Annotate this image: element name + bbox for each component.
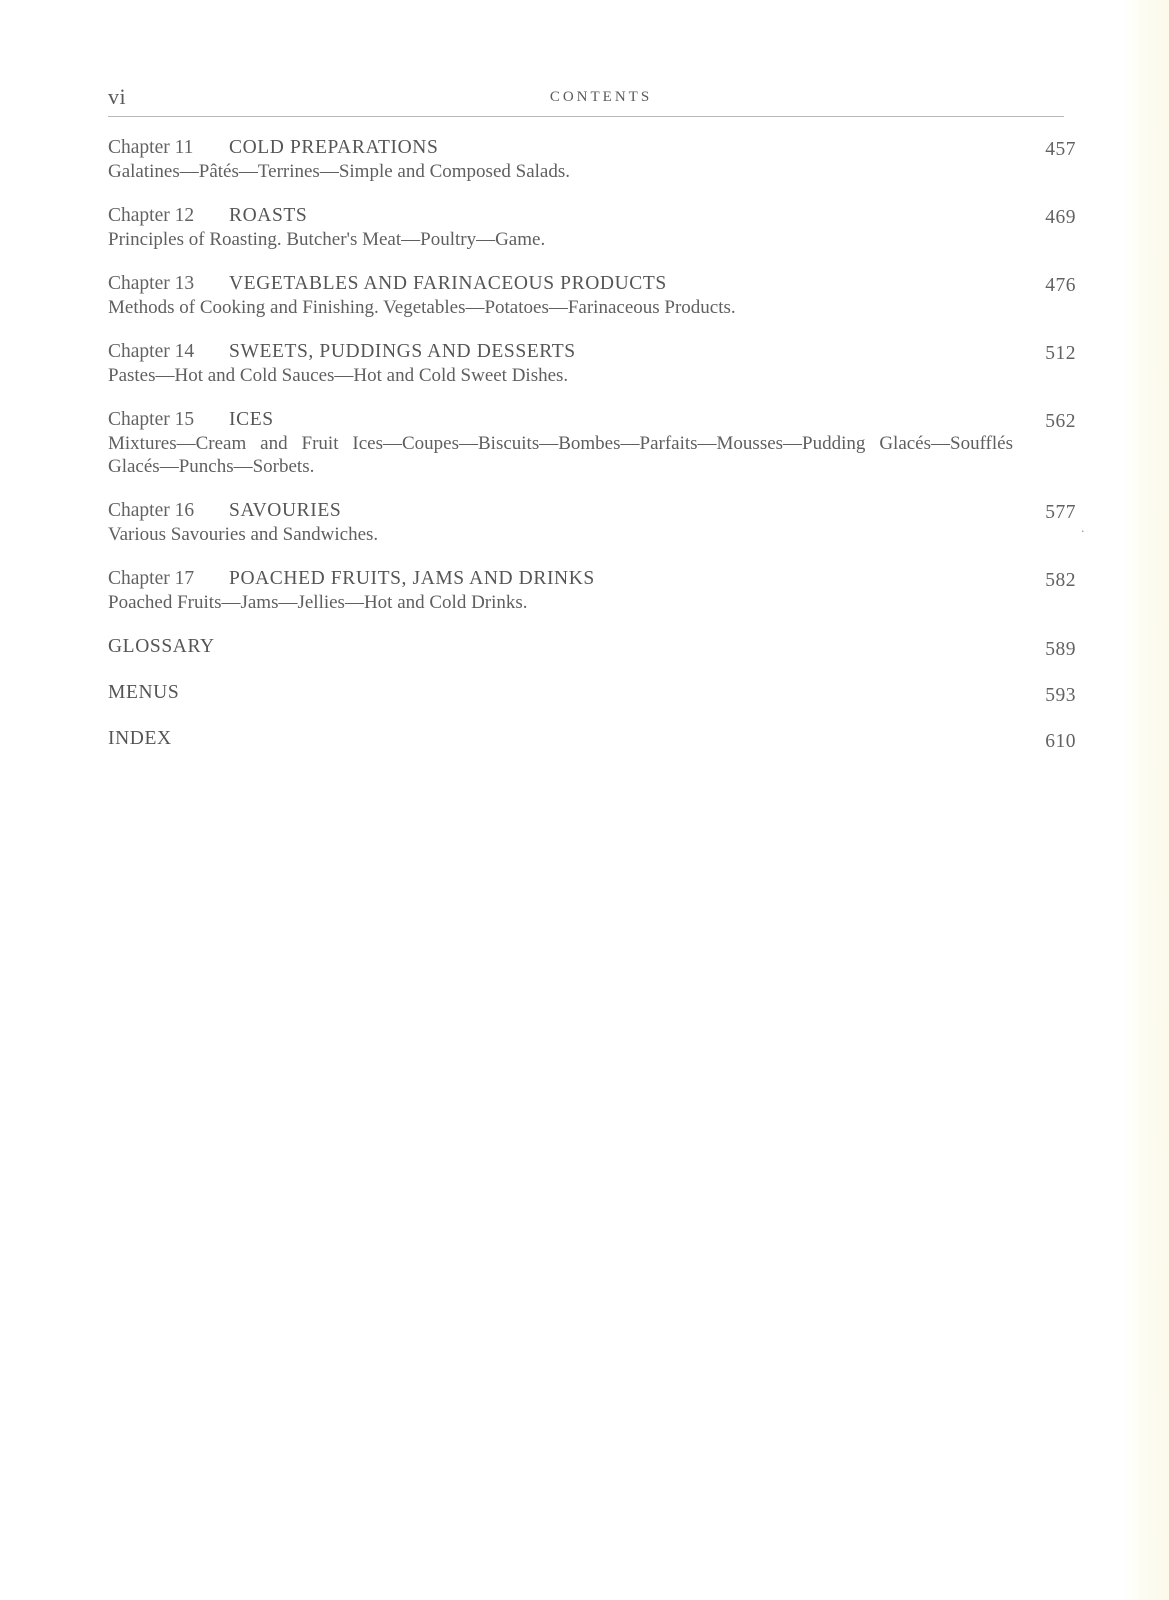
chapter-number: Chapter 14	[108, 341, 195, 362]
chapter-title: SWEETS, PUDDINGS AND DESSERTS	[229, 341, 576, 362]
running-head	[108, 84, 1064, 112]
page-number: 577	[1045, 502, 1076, 523]
chapter-heading	[108, 204, 1076, 228]
folio: vi	[108, 84, 127, 109]
chapter-title: POACHED FRUITS, JAMS AND DRINKS	[229, 568, 595, 589]
section-title: GLOSSARY	[108, 636, 215, 657]
toc-entry-chapter-13[interactable]	[108, 272, 1076, 319]
chapter-description: Galatines—Pâtés—Terrines—Simple and Composed Salads.	[108, 161, 570, 182]
running-title: CONTENTS	[549, 89, 653, 105]
page-number: 562	[1045, 411, 1076, 432]
toc-entry-chapter-17[interactable]	[108, 567, 1076, 614]
chapter-description: Pastes—Hot and Cold Sauces—Hot and Cold Sweet Dishes.	[108, 365, 569, 386]
chapter-description: Mixtures—Cream and Fruit Ices—Coupes—Biscuits—Bombes—Parfaits—Mousses—Pudding Glacés—Soufflés Glacés—Punchs—Sorbets.	[108, 433, 1013, 477]
toc-entry-chapter-11[interactable]	[108, 136, 1076, 183]
chapter-description: Poached Fruits—Jams—Jellies—Hot and Cold Drinks.	[108, 592, 528, 613]
toc-entry-index[interactable]	[108, 727, 1076, 751]
chapter-heading	[108, 136, 1076, 160]
chapter-number: Chapter 15	[108, 409, 195, 430]
chapter-description: Principles of Roasting. Butcher's Meat—Poultry—Game.	[108, 229, 546, 250]
chapter-number: Chapter 17	[108, 568, 195, 589]
chapter-number: Chapter 12	[108, 205, 195, 226]
page-number: 589	[1045, 639, 1076, 660]
contents-list	[108, 136, 1076, 773]
toc-entry-menus[interactable]	[108, 681, 1076, 705]
chapter-title: VEGETABLES AND FARINACEOUS PRODUCTS	[229, 273, 667, 294]
page-number: 476	[1045, 275, 1076, 296]
chapter-number: Chapter 13	[108, 273, 195, 294]
chapter-heading	[108, 567, 1076, 591]
page-number: 610	[1045, 731, 1076, 752]
toc-entry-chapter-12[interactable]	[108, 204, 1076, 251]
chapter-title: ROASTS	[229, 205, 308, 226]
chapter-title: SAVOURIES	[229, 500, 342, 521]
toc-entry-chapter-16[interactable]	[108, 499, 1076, 546]
chapter-description: Various Savouries and Sandwiches.	[108, 524, 379, 545]
chapter-title: COLD PREPARATIONS	[229, 137, 439, 158]
chapter-number: Chapter 11	[108, 137, 194, 158]
chapter-number: Chapter 16	[108, 500, 195, 521]
section-title: INDEX	[108, 728, 172, 749]
page-number: 469	[1045, 207, 1076, 228]
page-number: 457	[1045, 139, 1076, 160]
page-number: 512	[1045, 343, 1076, 364]
page-number: 582	[1045, 570, 1076, 591]
header-rule	[108, 116, 1064, 117]
page-number: 593	[1045, 685, 1076, 706]
chapter-title: ICES	[229, 409, 274, 430]
toc-entry-chapter-14[interactable]	[108, 340, 1076, 387]
chapter-heading	[108, 408, 1076, 432]
chapter-heading	[108, 340, 1076, 364]
page-edge-shading	[1123, 0, 1169, 1600]
chapter-heading	[108, 272, 1076, 296]
toc-entry-chapter-15[interactable]	[108, 408, 1076, 478]
section-title: MENUS	[108, 682, 180, 703]
chapter-heading	[108, 499, 1076, 523]
stray-print-mark: .	[1081, 521, 1085, 536]
toc-entry-glossary[interactable]	[108, 635, 1076, 659]
chapter-description: Methods of Cooking and Finishing. Vegetables—Potatoes—Farinaceous Products.	[108, 297, 736, 318]
